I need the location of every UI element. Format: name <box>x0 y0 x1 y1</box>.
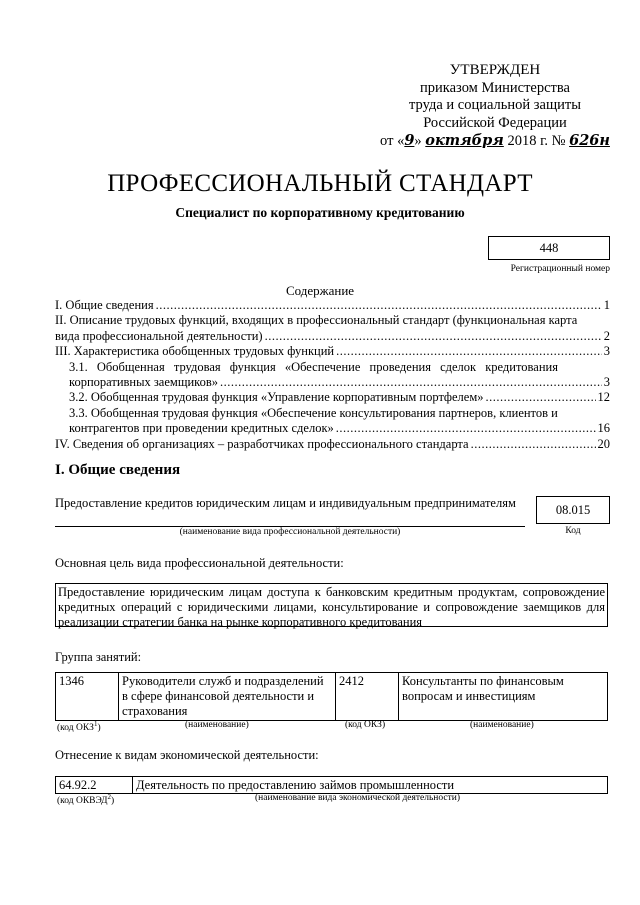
activity-name: Предоставление кредитов юридическим лицам и индивидуальным предпринимателям <box>55 496 516 510</box>
date-prefix: от « <box>380 133 405 149</box>
toc-item[interactable]: III. Характеристика обобщенных трудовых функций ..... 3 <box>55 344 610 359</box>
okz-code-cell: 2412 <box>336 673 399 721</box>
toc-item[interactable]: 3.2. Обобщенная трудовая функция «Управление корпоративным портфелем» ..... 12 <box>55 390 610 405</box>
activity-caption: (наименование вида профессиональной деятельности) <box>179 527 401 537</box>
occupation-name-caption-2: (наименование) <box>470 720 534 730</box>
date-day: 9 <box>404 132 415 149</box>
goal-text-box: Предоставление юридическим лицам доступа к банковским кредитным продуктам, сопровождение кредитных операций с юридическими лицами, консультирование и сопровождение заемщиков для реализации стратегии банка на рынке корпоративного кредитования <box>55 583 608 627</box>
approval-line-4: Российской Федерации <box>423 114 567 131</box>
occupation-table <box>55 672 608 721</box>
okved-code-cell: 64.92.2 <box>56 777 133 794</box>
goal-label: Основная цель вида профессиональной деятельности: <box>55 556 344 570</box>
section-heading: I. Общие сведения <box>55 462 181 478</box>
activity-code-label: Код <box>565 526 581 536</box>
toc-item[interactable]: вида профессиональной деятельности) ..... 2 <box>55 329 610 344</box>
economic-activity-table <box>55 776 608 794</box>
okz-code-caption-2: (код ОКЗ) <box>345 720 386 730</box>
toc-item[interactable]: IV. Сведения об организациях – разработчиках профессионального стандарта ..... 20 <box>55 437 610 452</box>
occupation-name-caption: (наименование) <box>185 720 249 730</box>
date-month: октября <box>425 132 504 149</box>
toc-item[interactable]: корпоративных заемщиков» ..... 3 <box>55 375 610 390</box>
economic-activity-label: Отнесение к видам экономической деятельности: <box>55 748 319 762</box>
occupation-name-cell: Консультанты по финансовым вопросам и инвестициям <box>399 673 608 721</box>
date-year: 2018 г. № <box>507 133 566 149</box>
approval-line-2: приказом Министерства <box>420 79 570 96</box>
toc-item[interactable]: контрагентов при проведении кредитных сделок» ..... 16 <box>55 421 610 436</box>
toc-title: Содержание <box>285 283 355 298</box>
date-mid: » <box>414 133 422 149</box>
table-of-contents <box>55 298 610 452</box>
registration-number-label: Регистрационный номер <box>510 264 610 274</box>
registration-number-box: 448 <box>488 236 610 260</box>
order-number: 626н <box>569 132 610 149</box>
approval-stamp <box>370 62 620 151</box>
approval-date-line <box>370 132 620 151</box>
economic-activity-name-cell: Деятельность по предоставлению займов промышленности <box>133 777 608 794</box>
table-row <box>56 673 608 721</box>
table-row <box>56 777 608 794</box>
okz-code-caption: (код ОКЗ$^1$) <box>57 720 101 734</box>
occupation-group-label: Группа занятий: <box>55 650 142 664</box>
okved-code-caption: (код ОКВЭД$^2$) <box>57 793 115 807</box>
toc-item-line[interactable]: 3.1. Обобщенная трудовая функция «Обеспечение проведения сделок кредитования <box>69 359 558 374</box>
occupation-name-cell: Руководители служб и подразделений в сфере финансовой деятельности и страхования <box>119 673 336 721</box>
toc-item-line[interactable]: II. Описание трудовых функций, входящих в профессиональный стандарт (функциональная карта <box>55 313 578 328</box>
okz-code-cell: 1346 <box>56 673 119 721</box>
approval-title: УТВЕРЖДЕН <box>449 62 541 78</box>
document-subtitle: Специалист по корпоративному кредитованию <box>175 205 465 220</box>
document-title: ПРОФЕССИОНАЛЬНЫЙ СТАНДАРТ <box>107 170 533 197</box>
activity-code-box: 08.015 <box>536 496 610 524</box>
economic-activity-name-caption: (наименование вида экономической деятельности) <box>255 793 460 803</box>
toc-item-line[interactable]: 3.3. Обобщенная трудовая функция «Обеспечение консультирования партнеров, клиентов и <box>69 405 558 420</box>
toc-item[interactable]: I. Общие сведения ..... 1 <box>55 298 610 313</box>
approval-line-3: труда и социальной защиты <box>409 97 581 113</box>
